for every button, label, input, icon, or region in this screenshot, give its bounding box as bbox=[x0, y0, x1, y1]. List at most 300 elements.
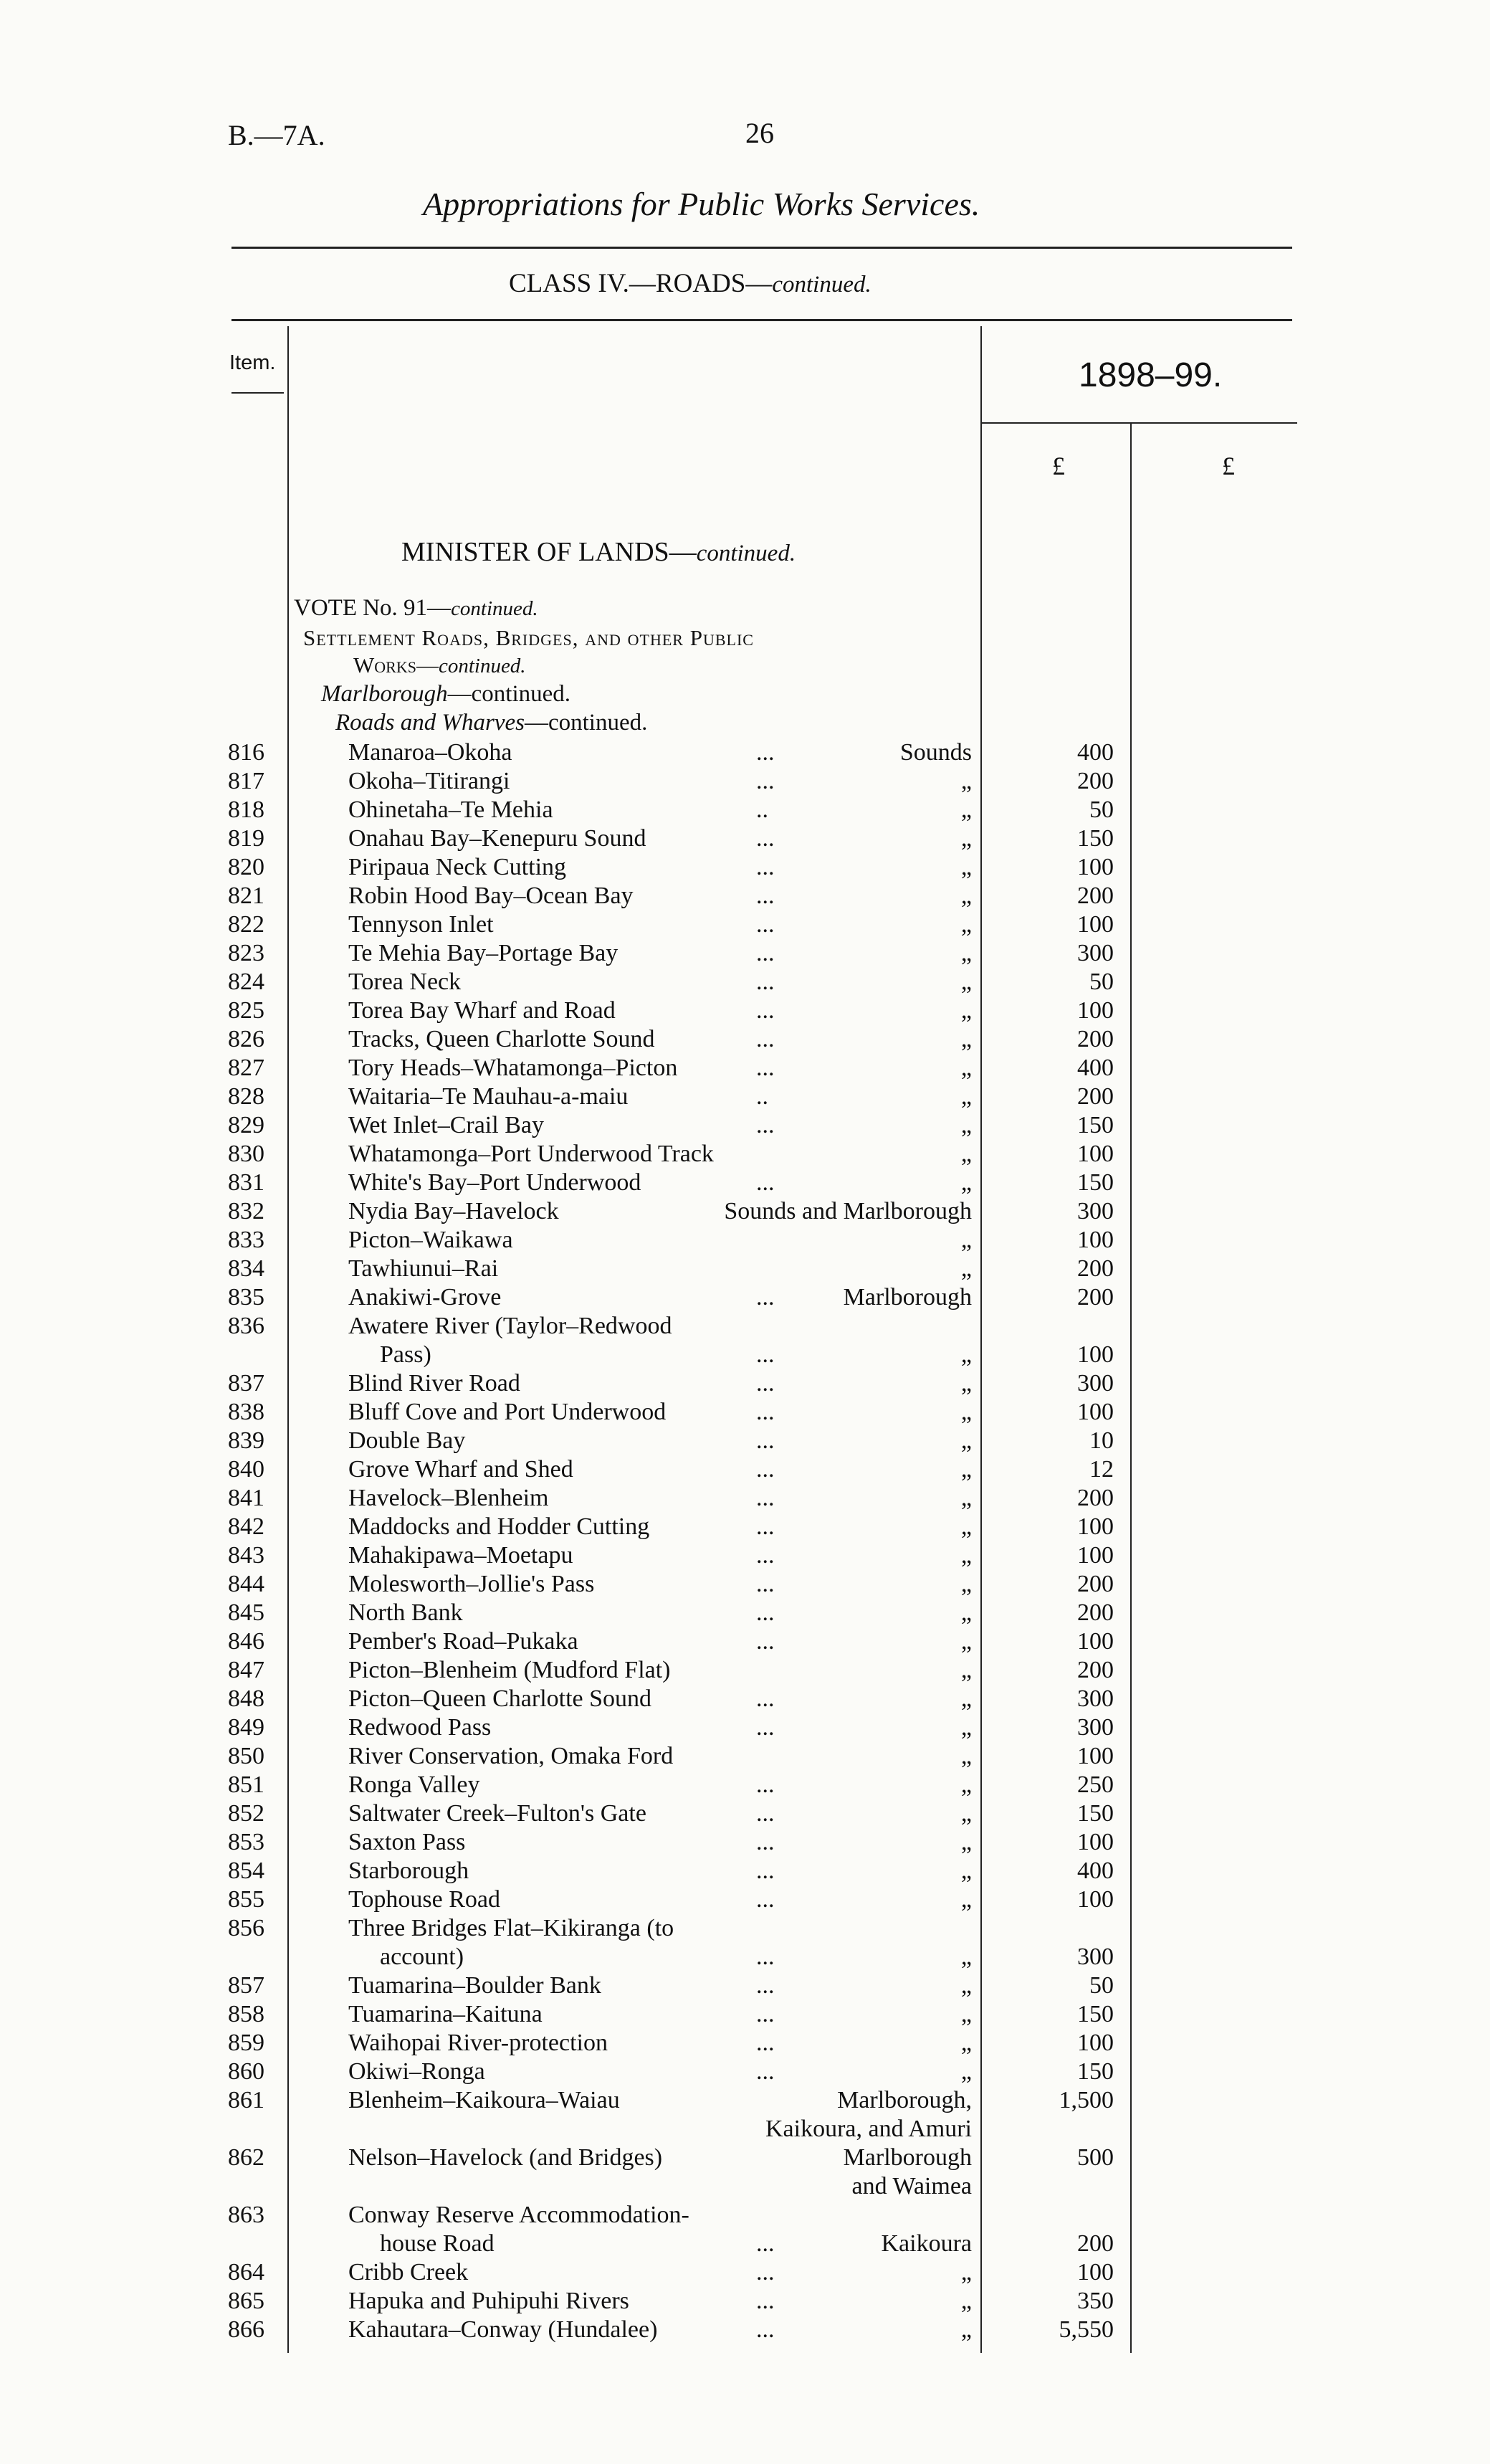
amount: 200 bbox=[1077, 768, 1114, 794]
item-number: 817 bbox=[228, 768, 264, 794]
district: „ bbox=[960, 1026, 972, 1052]
leader-dots: ... bbox=[756, 1169, 775, 1196]
leader-dots: ... bbox=[756, 1599, 775, 1626]
item-name: Tophouse Road bbox=[348, 1886, 500, 1913]
item-name: Saxton Pass bbox=[348, 1829, 466, 1855]
item-name: Blind River Road bbox=[348, 1370, 520, 1397]
table-row bbox=[0, 1398, 1490, 1427]
item-name: Tennyson Inlet bbox=[348, 911, 494, 938]
district: „ bbox=[960, 1972, 972, 1999]
table-row bbox=[0, 2086, 1490, 2115]
table-row bbox=[0, 1799, 1490, 1828]
item-name: Okiwi–Ronga bbox=[348, 2058, 485, 2085]
district: „ bbox=[960, 1112, 972, 1138]
table-row bbox=[0, 910, 1490, 939]
leader-dots: ... bbox=[756, 1829, 775, 1855]
district: Marlborough bbox=[843, 1284, 972, 1311]
amount: 200 bbox=[1077, 1083, 1114, 1110]
table-row bbox=[0, 2000, 1490, 2029]
amount: 250 bbox=[1077, 1771, 1114, 1798]
item-name: Nydia Bay–Havelock bbox=[348, 1198, 559, 1224]
amount: 50 bbox=[1089, 1972, 1114, 1999]
item-number: 830 bbox=[228, 1141, 264, 1167]
table-top-rule bbox=[231, 319, 1292, 321]
district: „ bbox=[960, 1055, 972, 1081]
amount: 200 bbox=[1077, 883, 1114, 909]
amount: 10 bbox=[1089, 1427, 1114, 1454]
district: „ bbox=[960, 854, 972, 880]
item-number: 846 bbox=[228, 1628, 264, 1655]
district: „ bbox=[960, 1456, 972, 1483]
amount: 150 bbox=[1077, 2001, 1114, 2027]
amount: 200 bbox=[1077, 1657, 1114, 1683]
item-name: Waitaria–Te Mauhau-a-maiu bbox=[348, 1083, 629, 1110]
amount: 200 bbox=[1077, 1571, 1114, 1597]
amount: 100 bbox=[1077, 854, 1114, 880]
item-name: Torea Bay Wharf and Road bbox=[348, 997, 616, 1024]
item-name: Awatere River (Taylor–Redwood bbox=[348, 1313, 672, 1339]
section-heading-line2 bbox=[353, 652, 526, 678]
item-name: Three Bridges Flat–Kikiranga (to bbox=[348, 1915, 674, 1941]
leader-dots: ... bbox=[756, 1972, 775, 1999]
item-name: Maddocks and Hodder Cutting bbox=[348, 1513, 650, 1540]
amount: 150 bbox=[1077, 2058, 1114, 2085]
item-column-header: Item. bbox=[229, 351, 276, 374]
table-row bbox=[0, 2258, 1490, 2287]
subregion-heading bbox=[335, 710, 647, 736]
item-name: Conway Reserve Accommodation- bbox=[348, 2202, 689, 2228]
leader-dots: ... bbox=[756, 1771, 775, 1798]
item-name: Ronga Valley bbox=[348, 1771, 480, 1798]
item-number: 827 bbox=[228, 1055, 264, 1081]
item-number: 852 bbox=[228, 1800, 264, 1827]
item-number: 853 bbox=[228, 1829, 264, 1855]
district: „ bbox=[960, 997, 972, 1024]
class-heading bbox=[509, 268, 871, 299]
district: „ bbox=[960, 1370, 972, 1397]
item-name: Cribb Creek bbox=[348, 2259, 469, 2285]
item-name: Saltwater Creek–Fulton's Gate bbox=[348, 1800, 646, 1827]
table-row bbox=[0, 1197, 1490, 1226]
item-number: 821 bbox=[228, 883, 264, 909]
item-number: 838 bbox=[228, 1399, 264, 1425]
district: „ bbox=[960, 1685, 972, 1712]
leader-dots: .. bbox=[756, 796, 768, 823]
amount: 500 bbox=[1077, 2144, 1114, 2171]
item-number: 832 bbox=[228, 1198, 264, 1224]
table-row bbox=[0, 1083, 1490, 1111]
table-row bbox=[0, 1169, 1490, 1197]
subregion-name: Roads and Wharves bbox=[335, 710, 525, 736]
amount: 400 bbox=[1077, 1857, 1114, 1884]
item-number: 858 bbox=[228, 2001, 264, 2027]
leader-dots: ... bbox=[756, 2001, 775, 2027]
item-name: account) bbox=[380, 1944, 464, 1970]
table-row bbox=[0, 1341, 1490, 1369]
item-number: 862 bbox=[228, 2144, 264, 2171]
district: „ bbox=[960, 969, 972, 995]
table-row bbox=[0, 1857, 1490, 1885]
item-number: 829 bbox=[228, 1112, 264, 1138]
district: „ bbox=[960, 1169, 972, 1196]
item-number: 818 bbox=[228, 796, 264, 823]
vote-heading-main: VOTE No. 91— bbox=[294, 595, 452, 621]
amount: 200 bbox=[1077, 1255, 1114, 1282]
leader-dots: ... bbox=[756, 2030, 775, 2056]
item-name: Piripaua Neck Cutting bbox=[348, 854, 567, 880]
leader-dots: ... bbox=[756, 1513, 775, 1540]
amount: 200 bbox=[1077, 1599, 1114, 1626]
leader-dots: ... bbox=[756, 2058, 775, 2085]
district: „ bbox=[960, 1829, 972, 1855]
header-rule bbox=[231, 247, 1292, 249]
table-row bbox=[0, 767, 1490, 796]
item-number: 839 bbox=[228, 1427, 264, 1454]
district: „ bbox=[960, 1341, 972, 1368]
table-row bbox=[0, 1513, 1490, 1541]
leader-dots: ... bbox=[756, 739, 775, 766]
item-name: Tuamarina–Boulder Bank bbox=[348, 1972, 601, 1999]
leader-dots: ... bbox=[756, 940, 775, 966]
item-name: Picton–Queen Charlotte Sound bbox=[348, 1685, 652, 1712]
district: „ bbox=[960, 2058, 972, 2085]
leader-dots: ... bbox=[756, 825, 775, 852]
leader-dots: ... bbox=[756, 969, 775, 995]
amount: 200 bbox=[1077, 1485, 1114, 1511]
item-name: Whatamonga–Port Underwood Track bbox=[348, 1141, 714, 1167]
table-row bbox=[0, 2144, 1490, 2172]
leader-dots: ... bbox=[756, 1800, 775, 1827]
class-heading-main: CLASS IV.—ROADS— bbox=[509, 269, 773, 298]
leader-dots: ... bbox=[756, 1456, 775, 1483]
amount: 150 bbox=[1077, 825, 1114, 852]
item-name: Redwood Pass bbox=[348, 1714, 492, 1741]
district: „ bbox=[960, 1628, 972, 1655]
item-name: Mahakipawa–Moetapu bbox=[348, 1542, 573, 1569]
item-number: 824 bbox=[228, 969, 264, 995]
item-number: 826 bbox=[228, 1026, 264, 1052]
table-row bbox=[0, 1885, 1490, 1914]
leader-dots: ... bbox=[756, 911, 775, 938]
item-number: 820 bbox=[228, 854, 264, 880]
item-number: 845 bbox=[228, 1599, 264, 1626]
leader-dots: ... bbox=[756, 2259, 775, 2285]
amount: 300 bbox=[1077, 1198, 1114, 1224]
item-name: Onahau Bay–Kenepuru Sound bbox=[348, 825, 646, 852]
leader-dots: ... bbox=[756, 1427, 775, 1454]
item-name: Kahautara–Conway (Hundalee) bbox=[348, 2316, 658, 2343]
item-number: 861 bbox=[228, 2087, 264, 2113]
item-number: 834 bbox=[228, 1255, 264, 1282]
amount: 150 bbox=[1077, 1112, 1114, 1138]
table-row bbox=[0, 1054, 1490, 1083]
amount: 100 bbox=[1077, 911, 1114, 938]
table-row bbox=[0, 1685, 1490, 1713]
amount: 100 bbox=[1077, 1829, 1114, 1855]
amount: 100 bbox=[1077, 1399, 1114, 1425]
table-row bbox=[0, 2230, 1490, 2258]
table-row bbox=[0, 2201, 1490, 2230]
leader-dots: ... bbox=[756, 1857, 775, 1884]
district: „ bbox=[960, 883, 972, 909]
item-name: Tracks, Queen Charlotte Sound bbox=[348, 1026, 655, 1052]
leader-dots: ... bbox=[756, 1055, 775, 1081]
class-heading-cont: continued. bbox=[772, 272, 871, 298]
year-column-header: 1898–99. bbox=[1079, 356, 1223, 394]
item-name: Havelock–Blenheim bbox=[348, 1485, 549, 1511]
district: „ bbox=[960, 911, 972, 938]
item-name: River Conservation, Omaka Ford bbox=[348, 1743, 674, 1769]
item-number: 860 bbox=[228, 2058, 264, 2085]
item-number: 863 bbox=[228, 2202, 264, 2228]
amount: 300 bbox=[1077, 1370, 1114, 1397]
amount: 350 bbox=[1077, 2288, 1114, 2314]
leader-dots: ... bbox=[756, 768, 775, 794]
amount: 100 bbox=[1077, 1542, 1114, 1569]
item-number: 828 bbox=[228, 1083, 264, 1110]
amount: 50 bbox=[1089, 969, 1114, 995]
item-number: 866 bbox=[228, 2316, 264, 2343]
district: Sounds and Marlborough bbox=[724, 1198, 972, 1224]
item-number: 842 bbox=[228, 1513, 264, 1540]
minister-heading-main: MINISTER OF LANDS— bbox=[401, 537, 697, 567]
leader-dots: ... bbox=[756, 2230, 775, 2257]
item-number: 816 bbox=[228, 739, 264, 766]
item-name: White's Bay–Port Underwood bbox=[348, 1169, 641, 1196]
table-row bbox=[0, 1255, 1490, 1283]
table-row bbox=[0, 1828, 1490, 1857]
item-name: Te Mehia Bay–Portage Bay bbox=[348, 940, 619, 966]
amount: 50 bbox=[1089, 796, 1114, 823]
table-row bbox=[0, 2287, 1490, 2316]
item-name: Okoha–Titirangi bbox=[348, 768, 510, 794]
district: „ bbox=[960, 1427, 972, 1454]
table-row bbox=[0, 1369, 1490, 1398]
district: and Waimea bbox=[851, 2173, 972, 2199]
district: „ bbox=[960, 768, 972, 794]
district: „ bbox=[960, 2030, 972, 2056]
leader-dots: ... bbox=[756, 854, 775, 880]
district: „ bbox=[960, 1083, 972, 1110]
minister-heading-cont: continued. bbox=[696, 541, 796, 566]
table-row bbox=[0, 1541, 1490, 1570]
table-row bbox=[0, 1627, 1490, 1656]
item-name: Torea Neck bbox=[348, 969, 462, 995]
leader-dots: ... bbox=[756, 1284, 775, 1311]
leader-dots: ... bbox=[756, 883, 775, 909]
minister-heading bbox=[401, 536, 796, 568]
leader-dots: ... bbox=[756, 2316, 775, 2343]
district: „ bbox=[960, 1513, 972, 1540]
item-number: 851 bbox=[228, 1771, 264, 1798]
item-number: 844 bbox=[228, 1571, 264, 1597]
item-name: Manaroa–Okoha bbox=[348, 739, 512, 766]
table-row bbox=[0, 2115, 1490, 2144]
amount: 400 bbox=[1077, 1055, 1114, 1081]
item-name: Tory Heads–Whatamonga–Picton bbox=[348, 1055, 678, 1081]
leader-dots: ... bbox=[756, 1026, 775, 1052]
district: Marlborough bbox=[843, 2144, 972, 2171]
item-name: Ohinetaha–Te Mehia bbox=[348, 796, 553, 823]
leader-dots: ... bbox=[756, 1685, 775, 1712]
section-heading-line1: Settlement Roads, Bridges, and other Public bbox=[303, 625, 754, 650]
district: „ bbox=[960, 1599, 972, 1626]
district: „ bbox=[960, 1886, 972, 1913]
district: „ bbox=[960, 1141, 972, 1167]
leader-dots: ... bbox=[756, 1571, 775, 1597]
amount: 100 bbox=[1077, 1141, 1114, 1167]
table-row bbox=[0, 1943, 1490, 1971]
table-row bbox=[0, 1025, 1490, 1054]
table-row bbox=[0, 1599, 1490, 1627]
amount: 100 bbox=[1077, 997, 1114, 1024]
item-name: Robin Hood Bay–Ocean Bay bbox=[348, 883, 634, 909]
amount: 5,550 bbox=[1059, 2316, 1114, 2343]
amount: 100 bbox=[1077, 2259, 1114, 2285]
leader-dots: ... bbox=[756, 1370, 775, 1397]
district: „ bbox=[960, 1800, 972, 1827]
table-row bbox=[0, 2172, 1490, 2201]
leader-dots: ... bbox=[756, 1714, 775, 1741]
item-name: Tawhiunui–Rai bbox=[348, 1255, 499, 1282]
item-number: 856 bbox=[228, 1915, 264, 1941]
amount: 150 bbox=[1077, 1800, 1114, 1827]
amount: 100 bbox=[1077, 1513, 1114, 1540]
item-number: 859 bbox=[228, 2030, 264, 2056]
leader-dots: ... bbox=[756, 1542, 775, 1569]
table-row bbox=[0, 1111, 1490, 1140]
item-number: 864 bbox=[228, 2259, 264, 2285]
leader-dots: .. bbox=[756, 1083, 768, 1110]
item-number: 847 bbox=[228, 1657, 264, 1683]
district: „ bbox=[960, 2288, 972, 2314]
table-row bbox=[0, 939, 1490, 968]
item-name: Pember's Road–Pukaka bbox=[348, 1628, 578, 1655]
vote-heading bbox=[294, 595, 538, 622]
district: „ bbox=[960, 2259, 972, 2285]
amount: 1,500 bbox=[1059, 2087, 1114, 2113]
district: „ bbox=[960, 1227, 972, 1253]
table-row bbox=[0, 996, 1490, 1025]
table-row bbox=[0, 824, 1490, 853]
amount: 100 bbox=[1077, 1743, 1114, 1769]
item-number: 825 bbox=[228, 997, 264, 1024]
table-row bbox=[0, 853, 1490, 882]
item-name: Tuamarina–Kaituna bbox=[348, 2001, 543, 2027]
amount: 200 bbox=[1077, 1026, 1114, 1052]
table-row bbox=[0, 2058, 1490, 2086]
amount: 300 bbox=[1077, 940, 1114, 966]
table-row bbox=[0, 1427, 1490, 1455]
leader-dots: ... bbox=[756, 1944, 775, 1970]
item-name: Molesworth–Jollie's Pass bbox=[348, 1571, 595, 1597]
item-number: 850 bbox=[228, 1743, 264, 1769]
district: „ bbox=[960, 825, 972, 852]
leader-dots: ... bbox=[756, 2288, 775, 2314]
amount: 400 bbox=[1077, 739, 1114, 766]
table-row bbox=[0, 1971, 1490, 2000]
district: Marlborough, bbox=[837, 2087, 972, 2113]
item-name: Hapuka and Puhipuhi Rivers bbox=[348, 2288, 629, 2314]
table-row bbox=[0, 1656, 1490, 1685]
section-heading-cont: continued. bbox=[438, 655, 526, 677]
table-row bbox=[0, 1742, 1490, 1771]
year-header-rule bbox=[982, 422, 1297, 424]
item-header-rule bbox=[231, 392, 284, 394]
district: „ bbox=[960, 1944, 972, 1970]
district: „ bbox=[960, 1399, 972, 1425]
item-name: Double Bay bbox=[348, 1427, 466, 1454]
item-number: 837 bbox=[228, 1370, 264, 1397]
item-number: 854 bbox=[228, 1857, 264, 1884]
leader-dots: ... bbox=[756, 1112, 775, 1138]
leader-dots: ... bbox=[756, 1341, 775, 1368]
table-row bbox=[0, 1771, 1490, 1799]
table-row bbox=[0, 1140, 1490, 1169]
table-row bbox=[0, 2316, 1490, 2344]
item-number: 848 bbox=[228, 1685, 264, 1712]
district: „ bbox=[960, 2001, 972, 2027]
item-number: 865 bbox=[228, 2288, 264, 2314]
item-number: 822 bbox=[228, 911, 264, 938]
table-row bbox=[0, 1914, 1490, 1943]
district: „ bbox=[960, 1571, 972, 1597]
page-number: 26 bbox=[745, 117, 774, 149]
district: Kaikoura, and Amuri bbox=[765, 2116, 972, 2142]
district: „ bbox=[960, 1857, 972, 1884]
district: „ bbox=[960, 1485, 972, 1511]
district: Sounds bbox=[899, 739, 972, 766]
item-name: Picton–Blenheim (Mudford Flat) bbox=[348, 1657, 671, 1683]
item-number: 823 bbox=[228, 940, 264, 966]
amount: 100 bbox=[1077, 1341, 1114, 1368]
leader-dots: ... bbox=[756, 1485, 775, 1511]
item-name: Anakiwi-Grove bbox=[348, 1284, 502, 1311]
table-row bbox=[0, 1283, 1490, 1312]
item-number: 840 bbox=[228, 1456, 264, 1483]
district: „ bbox=[960, 1714, 972, 1741]
table-row bbox=[0, 1484, 1490, 1513]
item-number: 857 bbox=[228, 1972, 264, 1999]
table-row bbox=[0, 1455, 1490, 1484]
amount: 300 bbox=[1077, 1714, 1114, 1741]
table-row bbox=[0, 1226, 1490, 1255]
item-number: 836 bbox=[228, 1313, 264, 1339]
district: „ bbox=[960, 1542, 972, 1569]
amount: 100 bbox=[1077, 1628, 1114, 1655]
item-number: 841 bbox=[228, 1485, 264, 1511]
item-name: North Bank bbox=[348, 1599, 463, 1626]
district: „ bbox=[960, 940, 972, 966]
leader-dots: ... bbox=[756, 1886, 775, 1913]
amount: 100 bbox=[1077, 1886, 1114, 1913]
district: „ bbox=[960, 2316, 972, 2343]
amount: 12 bbox=[1089, 1456, 1114, 1483]
item-name: Blenheim–Kaikoura–Waiau bbox=[348, 2087, 620, 2113]
item-name: Nelson–Havelock (and Bridges) bbox=[348, 2144, 663, 2171]
region-heading bbox=[321, 681, 570, 708]
table-row bbox=[0, 796, 1490, 824]
amount: 200 bbox=[1077, 1284, 1114, 1311]
district: „ bbox=[960, 1771, 972, 1798]
table-row bbox=[0, 2029, 1490, 2058]
item-name: Grove Wharf and Shed bbox=[348, 1456, 573, 1483]
table-row bbox=[0, 882, 1490, 910]
amount: 100 bbox=[1077, 2030, 1114, 2056]
item-number: 835 bbox=[228, 1284, 264, 1311]
leader-dots: ... bbox=[756, 1628, 775, 1655]
region-name: Marlborough bbox=[321, 681, 448, 707]
